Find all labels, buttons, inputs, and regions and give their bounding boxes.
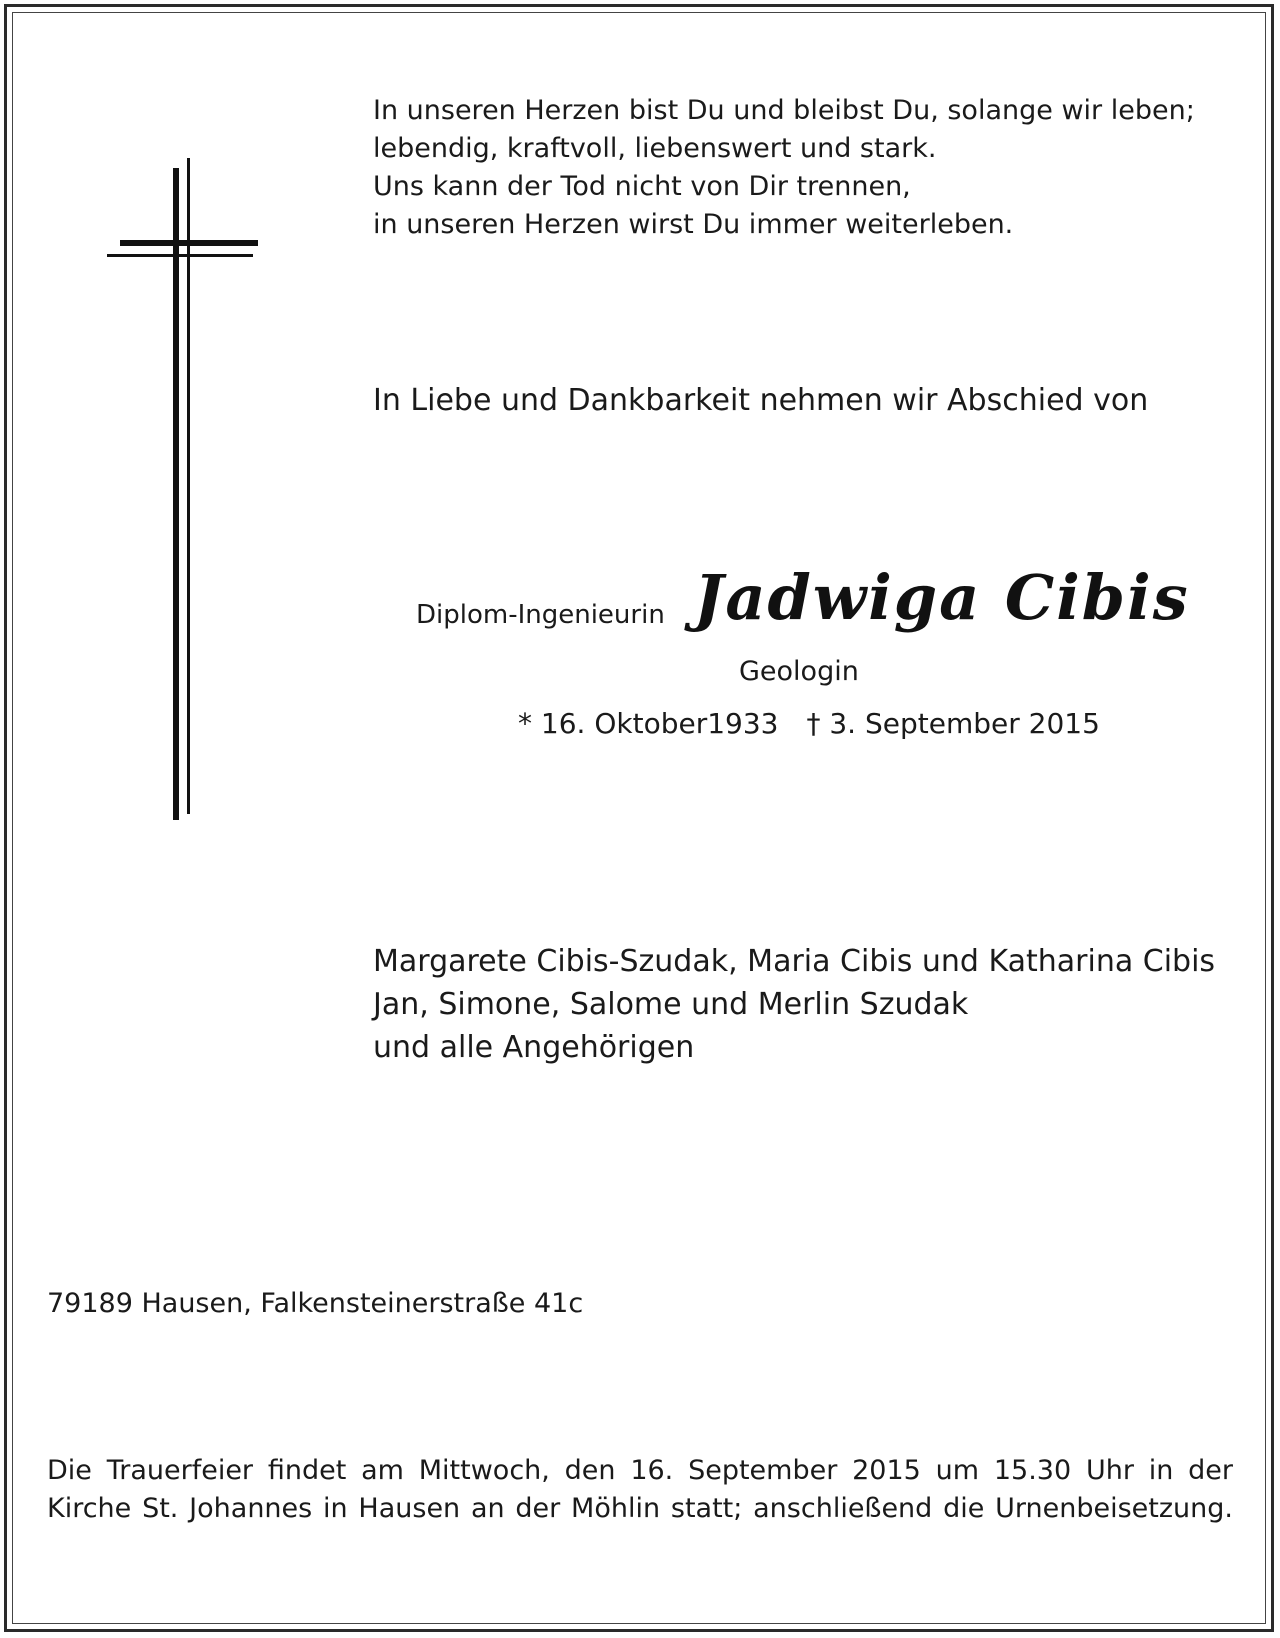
family-address: 79189 Hausen, Falkensteinerstraße 41c bbox=[47, 1288, 584, 1319]
cross-vertical-bar bbox=[173, 168, 179, 820]
mourners-line: Jan, Simone, Salome und Merlin Szudak bbox=[373, 987, 969, 1022]
mourners-list bbox=[373, 940, 1215, 1069]
deceased-title: Diplom-Ingenieurin bbox=[416, 600, 665, 630]
deceased-profession: Geologin bbox=[739, 656, 859, 687]
mourners-line: und alle Angehörigen bbox=[373, 1030, 695, 1065]
funeral-ceremony-notice bbox=[47, 1452, 1233, 1528]
poem-line: in unseren Herzen wirst Du immer weiterleben. bbox=[373, 209, 1014, 240]
poem-line: lebendig, kraftvoll, liebenswert und stark. bbox=[373, 133, 937, 164]
death-date: † 3. September 2015 bbox=[806, 707, 1100, 740]
poem-line: Uns kann der Tod nicht von Dir trennen, bbox=[373, 171, 911, 202]
poem-line: In unseren Herzen bist Du und bleibst Du, solange wir leben; bbox=[373, 95, 1195, 126]
farewell-intro: In Liebe und Dankbarkeit nehmen wir Abschied von bbox=[373, 383, 1149, 418]
ceremony-line: Kirche St. Johannes in Hausen an der Möhlin statt; anschließend die Urnenbeisetzung. bbox=[47, 1493, 1233, 1524]
birth-date: * 16. Oktober1933 bbox=[518, 707, 779, 740]
cross-horizontal-bar-thin bbox=[107, 254, 253, 257]
life-dates bbox=[518, 705, 1100, 743]
mourners-line: Margarete Cibis-Szudak, Maria Cibis und Katharina Cibis bbox=[373, 944, 1216, 979]
cross-horizontal-bar bbox=[120, 240, 258, 246]
deceased-name: Jadwiga Cibis bbox=[694, 561, 1190, 634]
ceremony-line: Die Trauerfeier findet am Mittwoch, den 16. September 2015 um 15.30 Uhr in der bbox=[47, 1455, 1233, 1486]
memorial-poem bbox=[373, 92, 1195, 244]
